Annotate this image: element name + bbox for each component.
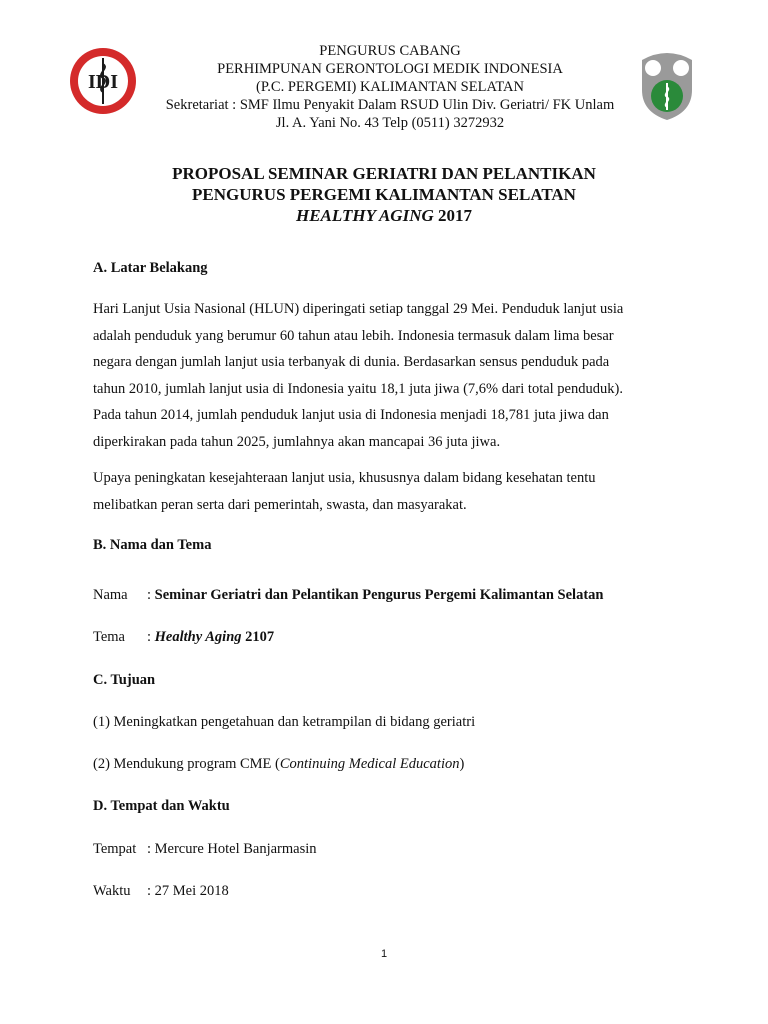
letterhead-line-2: PERHIMPUNAN GERONTOLOGI MEDIK INDONESIA: [217, 61, 563, 77]
section-a-paragraph-1: [93, 296, 675, 455]
paragraph-1-line-2: adalah penduduk yang berumur 60 tahun atau lebih. Indonesia termasuk dalam lima besar: [93, 327, 614, 344]
nama-label: Nama: [93, 587, 128, 603]
section-a-paragraph-2: [93, 465, 675, 518]
tema-year: 2107: [245, 629, 275, 645]
section-a-heading: A. Latar Belakang: [93, 260, 208, 276]
paragraph-2-line-1: Upaya peningkatan kesejahteraan lanjut usia, khususnya dalam bidang kesehatan tentu: [93, 470, 596, 486]
title-year: 2017: [438, 206, 472, 225]
tempat-label: Tempat: [93, 841, 137, 857]
title-line-2: PENGURUS PERGEMI KALIMANTAN SELATAN: [192, 185, 576, 204]
letterhead: [120, 42, 660, 132]
page-number: 1: [380, 948, 388, 960]
tempat-row: [93, 841, 675, 858]
tema-italic: Healthy Aging: [154, 629, 242, 645]
tujuan-item-1: (1) Meningkatkan pengetahuan dan ketrampilan di bidang geriatri: [93, 714, 476, 730]
tema-row: [93, 629, 675, 646]
section-b-heading: B. Nama dan Tema: [93, 537, 212, 553]
letterhead-line-4: Sekretariat : SMF Ilmu Penyakit Dalam RSUD Ulin Div. Geriatri/ FK Unlam: [165, 97, 615, 113]
tujuan-item-2-suffix: ): [459, 756, 465, 772]
waktu-value: : 27 Mei 2018: [147, 883, 229, 899]
waktu-row: [93, 883, 675, 900]
paragraph-1-line-1: Hari Lanjut Usia Nasional (HLUN) diperingati setiap tanggal 29 Mei. Penduduk lanjut usia: [93, 301, 624, 317]
letterhead-line-3: (P.C. PERGEMI) KALIMANTAN SELATAN: [256, 79, 524, 95]
tujuan-item-2-prefix: (2) Mendukung program CME (: [93, 756, 280, 772]
paragraph-1-line-4: tahun 2010, jumlah lanjut usia di Indonesia yaitu 18,1 juta jiwa (7,6% dari total penduduk).: [93, 380, 623, 397]
document-title: [90, 163, 678, 226]
paragraph-1-line-3: negara dengan jumlah lanjut usia terbanyak di dunia. Berdasarkan sensus penduduk pada: [93, 354, 610, 370]
tujuan-item-2-italic: Continuing Medical Education: [279, 756, 460, 772]
waktu-label: Waktu: [93, 883, 131, 899]
idi-logo-letters: IDI: [87, 71, 119, 93]
paragraph-1-line-6: diperkirakan pada tahun 2025, jumlahnya akan mancapai 36 juta jiwa.: [93, 433, 501, 450]
tema-separator: :: [147, 629, 155, 645]
letterhead-line-1: PENGURUS CABANG: [319, 43, 461, 59]
title-line-1: PROPOSAL SEMINAR GERIATRI DAN PELANTIKAN: [172, 164, 596, 183]
paragraph-1-line-5: Pada tahun 2014, jumlah penduduk lanjut usia di Indonesia menjadi 18,781 juta jiwa dan: [93, 407, 609, 423]
pergemi-logo-right-eye: [673, 60, 689, 76]
nama-separator: :: [147, 587, 155, 603]
title-line-3: [90, 205, 678, 226]
tema-label: Tema: [93, 629, 125, 645]
tempat-value: : Mercure Hotel Banjarmasin: [147, 841, 317, 857]
paragraph-2-line-2: melibatkan peran serta dari pemerintah, swasta, dan masyarakat.: [93, 496, 467, 513]
section-d-heading: D. Tempat dan Waktu: [93, 798, 230, 814]
letterhead-line-5: Jl. A. Yani No. 43 Telp (0511) 3272932: [275, 115, 505, 131]
title-italic: HEALTHY AGING: [296, 206, 434, 225]
nama-value: Seminar Geriatri dan Pelantikan Pengurus Pergemi Kalimantan Selatan: [154, 587, 604, 603]
nama-row: [93, 587, 675, 604]
section-c-heading: C. Tujuan: [93, 672, 156, 688]
tujuan-item-2: [93, 756, 675, 773]
